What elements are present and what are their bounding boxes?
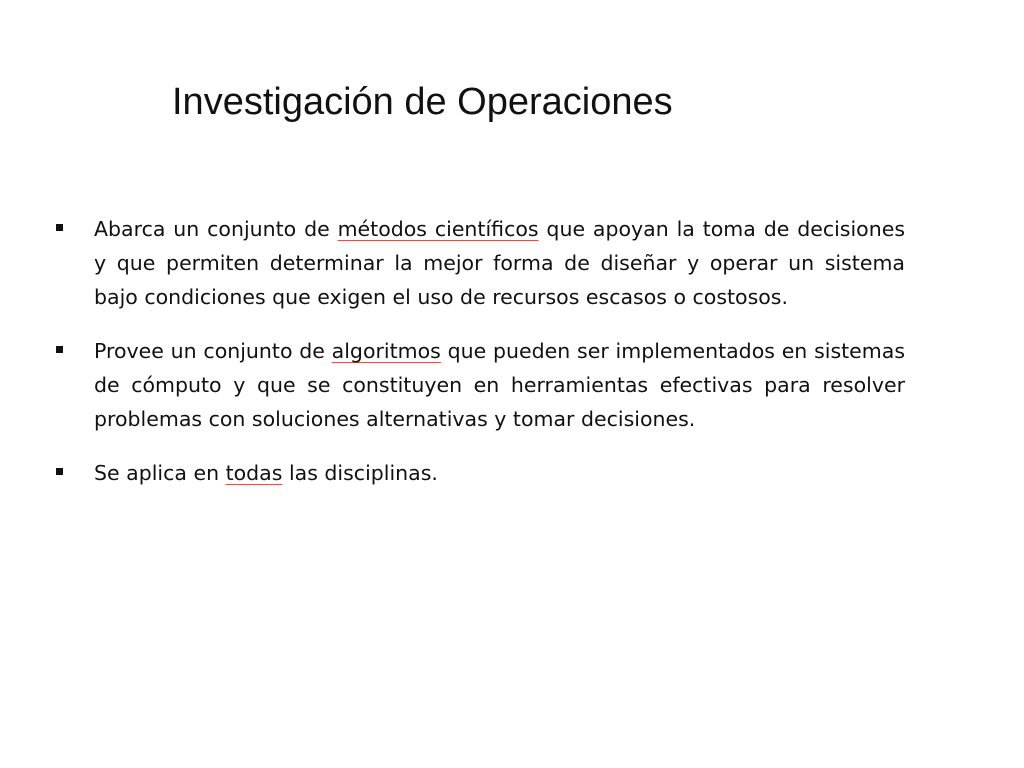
algoritmos-link[interactable]: algoritmos (331, 339, 441, 363)
bullet-text-after: que pueden ser implementados en sistemas de cómputo y que se constituyen en herramientas efectivas para resolver problemas con soluciones alternativas y tomar decisiones. (94, 339, 906, 431)
metodos-cientificos-link[interactable]: métodos científicos (337, 217, 539, 241)
slide-title: Investigación de Operaciones (172, 81, 673, 123)
bullet-list (52, 212, 905, 510)
bullet-text-before: Provee un conjunto de (94, 339, 332, 363)
bullet-text-before: Se aplica en (94, 461, 226, 485)
bullet-text-after: que apoyan la toma de decisiones y que permiten determinar la mejor forma de diseñar y operar un sistema bajo condiciones que exigen el uso de recursos escasos o costosos. (94, 217, 906, 309)
bullet-item-metodos (52, 212, 905, 314)
bullet-item-disciplinas (52, 456, 905, 490)
square-bullet-icon (56, 468, 63, 475)
bullet-text-after: las disciplinas. (282, 461, 438, 485)
todas-link[interactable]: todas (225, 461, 283, 485)
square-bullet-icon (56, 346, 63, 353)
bullet-text-before: Abarca un conjunto de (94, 217, 338, 241)
bullet-item-algoritmos (52, 334, 905, 436)
square-bullet-icon (56, 224, 63, 231)
